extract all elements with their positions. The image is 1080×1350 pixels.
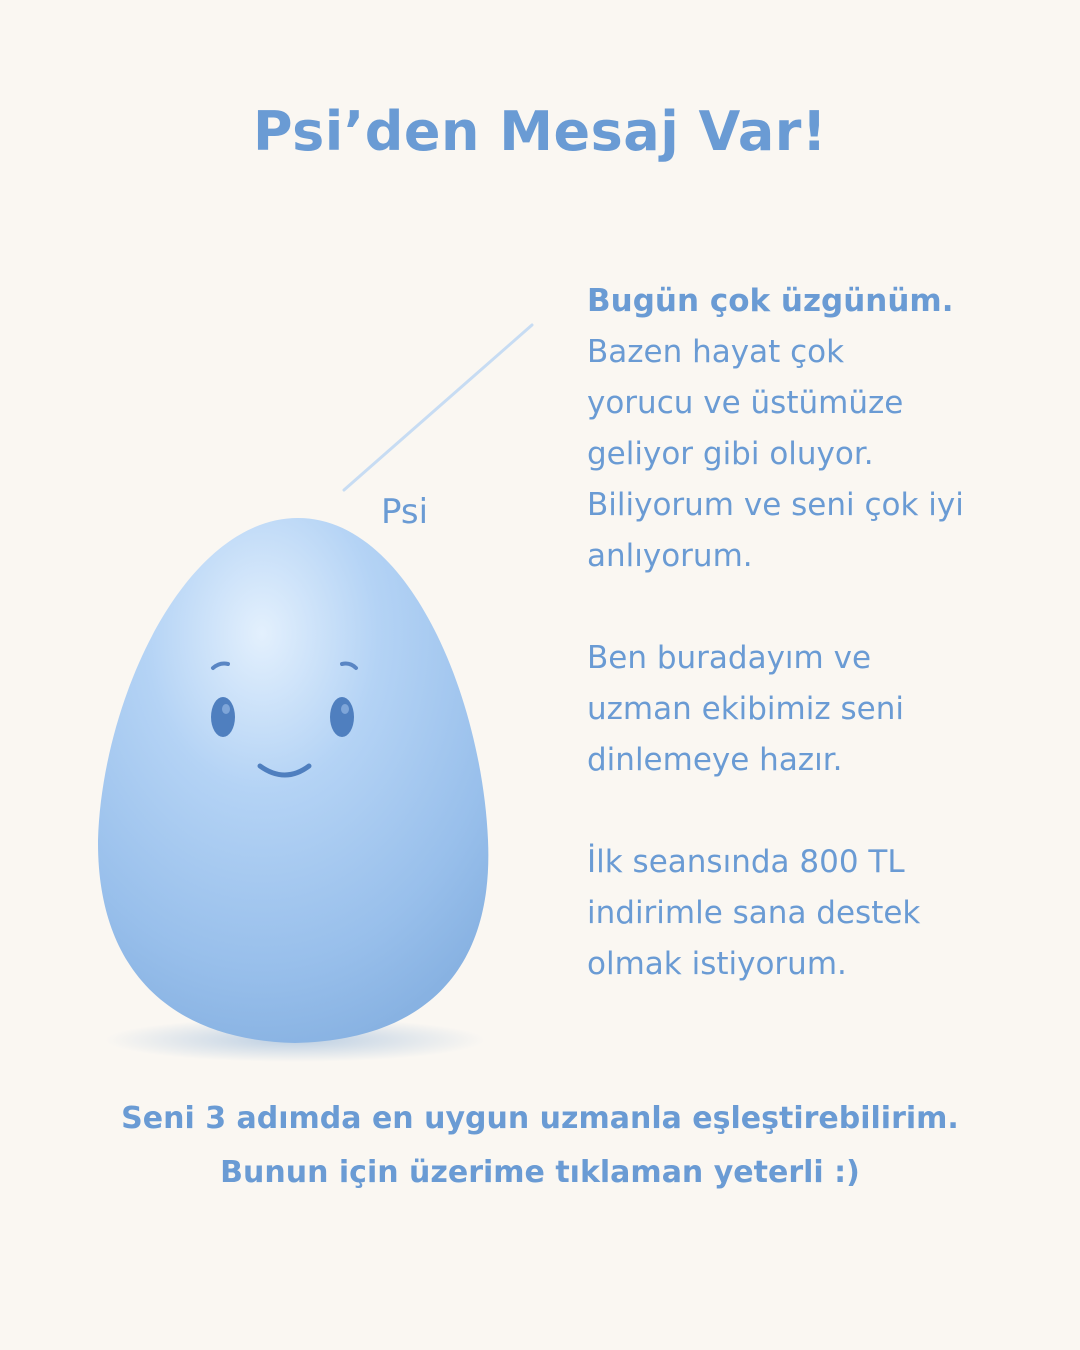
cta-line-1: Seni 3 adımda en uygun uzmanla eşleştirebilirim. (121, 1101, 959, 1136)
message-line: olmak istiyorum. (587, 946, 847, 982)
psi-mascot-button[interactable] (80, 500, 520, 1080)
message-line: anlıyorum. (587, 538, 753, 574)
call-to-action (0, 1092, 1080, 1200)
message-line: Ben buradayım ve (587, 640, 872, 676)
cta-line-2: Bunun için üzerime tıklaman yeterli :) (220, 1155, 860, 1190)
message-line: yorucu ve üstümüze (587, 385, 904, 421)
message-line: İlk seansında 800 TL (587, 844, 905, 880)
message-line: indirimle sana destek (587, 895, 921, 931)
message-line: Biliyorum ve seni çok iyi (587, 487, 964, 523)
psi-message (587, 276, 1027, 990)
page-title: Psi’den Mesaj Var! (252, 100, 828, 163)
mascot-name-label: Psi (381, 492, 429, 532)
message-line: uzman ekibimiz seni (587, 691, 904, 727)
message-line: Bazen hayat çok (587, 334, 845, 370)
message-line: dinlemeye hazır. (587, 742, 843, 778)
message-line: geliyor gibi oluyor. (587, 436, 874, 472)
smiling-egg-mascot-icon (80, 500, 520, 1080)
message-heading: Bugün çok üzgünüm. (587, 283, 954, 319)
